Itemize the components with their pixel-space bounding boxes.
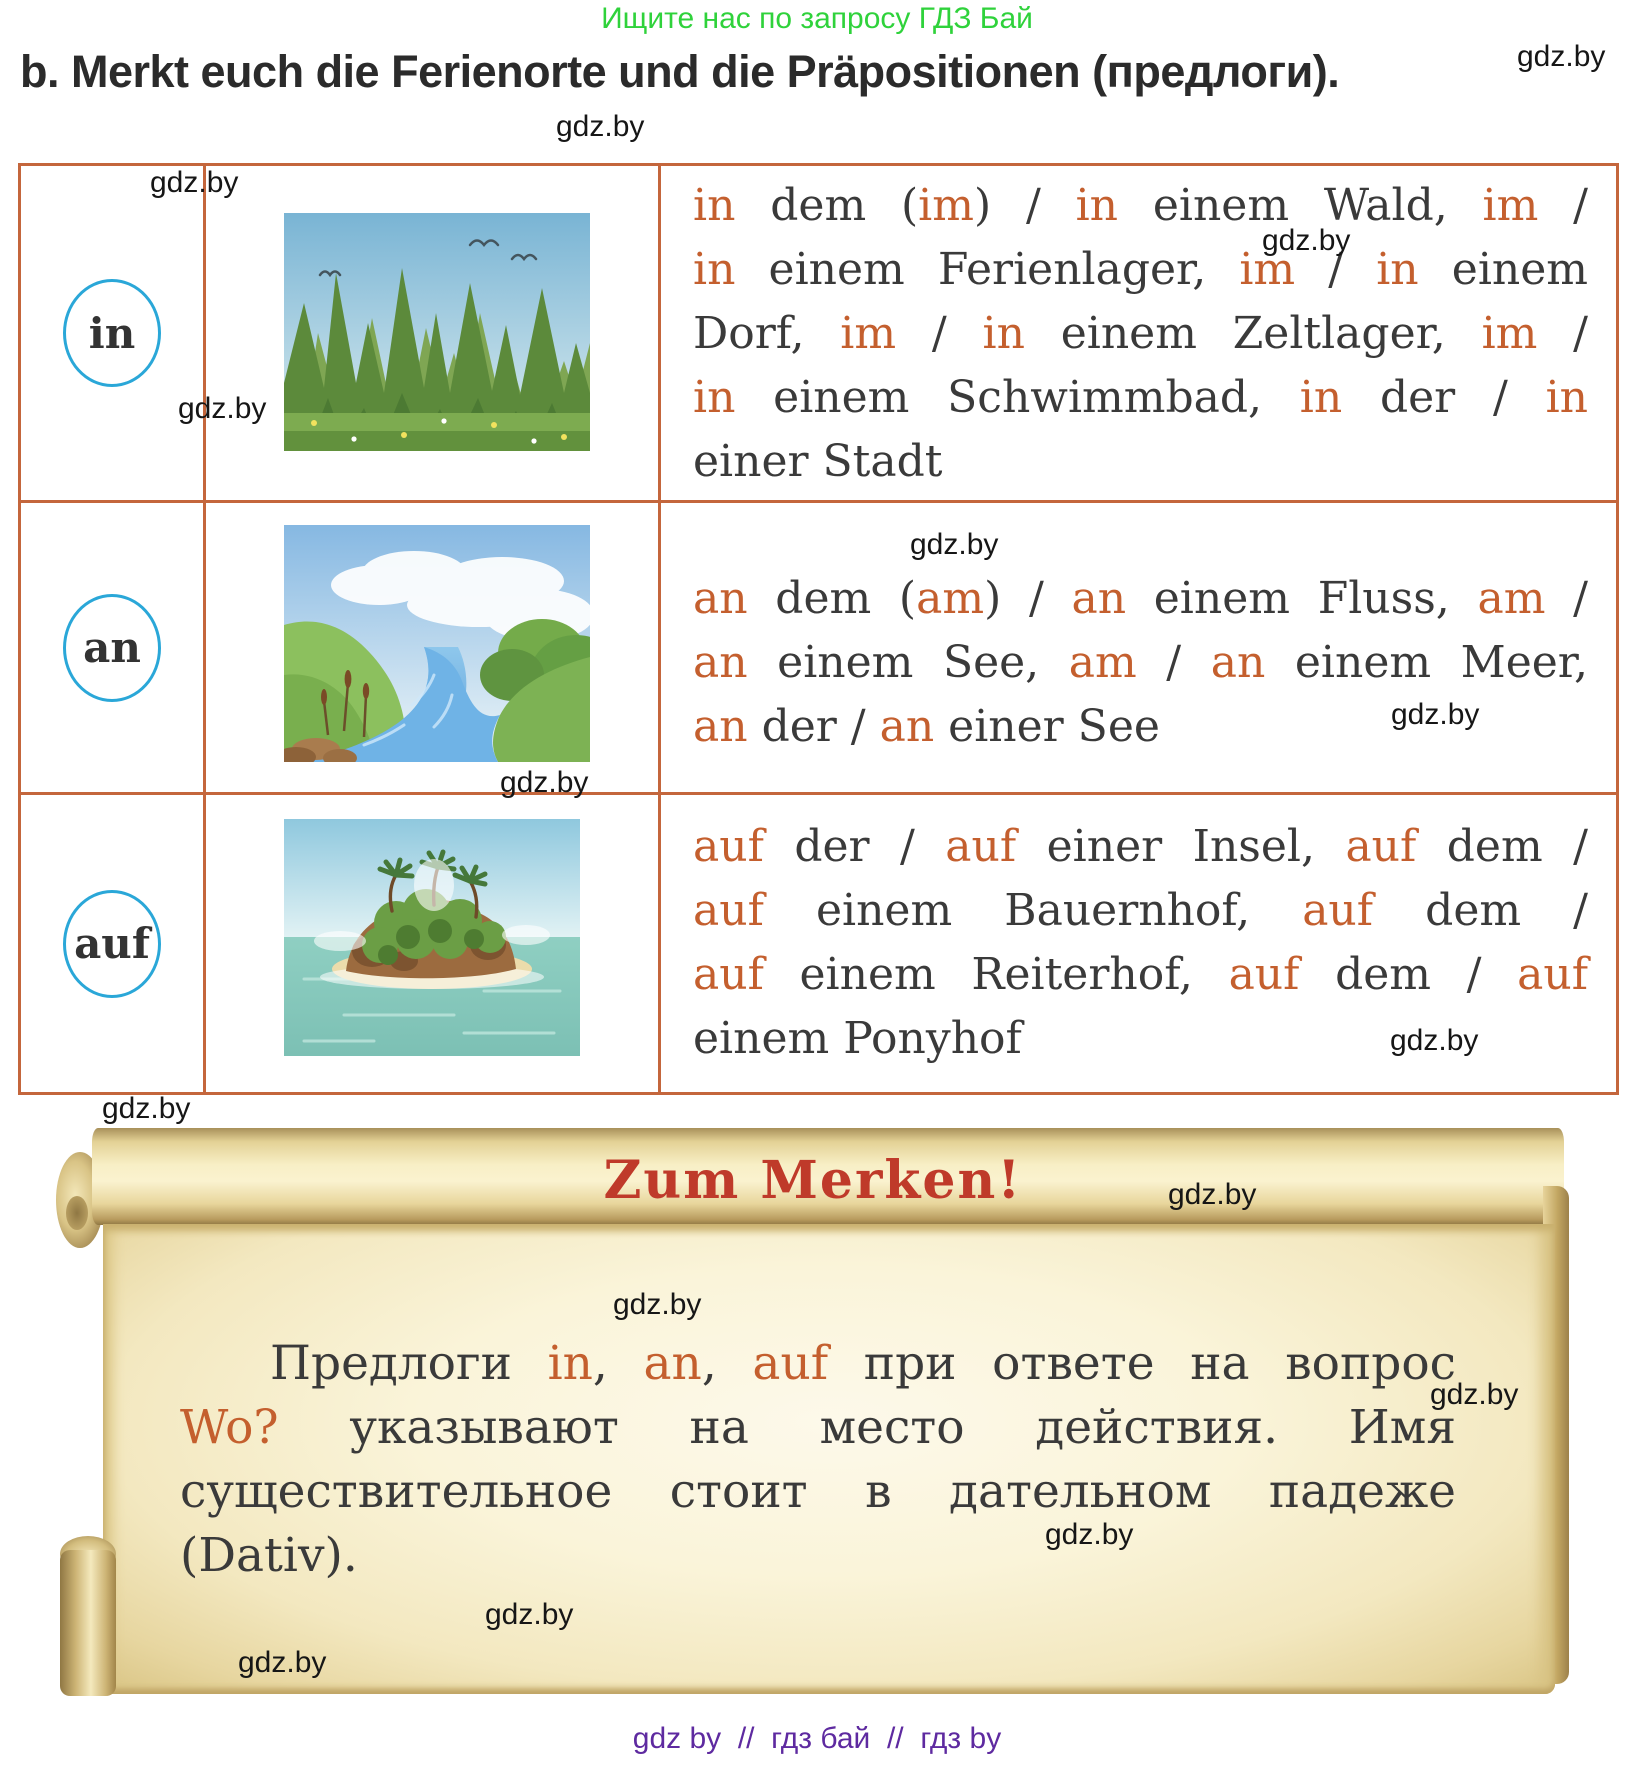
watermark: gdz.by [1045, 1518, 1134, 1551]
preposition-circle-an: an [63, 594, 161, 702]
row-an-label-cell [21, 503, 206, 795]
watermark: gdz.by [1168, 1178, 1257, 1211]
row-in-image-cell [206, 166, 661, 503]
note-text: Предлоги in, an, auf при ответе на вопрос Wo? указывают на место действия. Имя существительное стоит в дательном падеже (Dativ). [180, 1336, 1456, 1583]
watermark: gdz.by [238, 1646, 327, 1679]
watermark: gdz.by [178, 392, 267, 425]
row-in-label-cell [21, 166, 206, 503]
watermark: gdz.by [556, 110, 645, 143]
preposition-circle-auf: auf [63, 890, 161, 998]
watermark: gdz.by [150, 166, 239, 199]
watermark: gdz.by [102, 1092, 191, 1125]
river-illustration [284, 525, 590, 762]
watermark: gdz.by [1517, 40, 1606, 73]
promo-banner-text: Ищите нас по запросу ГДЗ Бай [601, 2, 1033, 35]
row-in-phrases: in dem (im) / in einem Wald, im / in einem Ferienlager, im / in einem Dorf, im / in einem Zeltlager, im / in einem Schwimmbad, in der / in einer Stadt [693, 180, 1589, 487]
row-auf-phrases: auf der / auf einer Insel, auf dem / auf einem Bauernhof, auf dem / auf einem Reiterhof, auf dem / auf einem Ponyhof [693, 821, 1588, 1064]
scroll-left-curl-hole [66, 1196, 88, 1230]
watermark: gdz.by [1262, 224, 1351, 257]
row-auf-label-cell [21, 795, 206, 1092]
footer-links-text: gdz by // гдз бай // гдз by [632, 1722, 1002, 1755]
watermark: gdz.by [1430, 1378, 1519, 1411]
page-title: b. Merkt euch die Ferienorte und die Präpositionen (предлоги). [20, 46, 1340, 97]
row-an-image-cell [206, 503, 661, 795]
preposition-circle-in: in [63, 279, 161, 387]
watermark: gdz.by [500, 766, 589, 799]
watermark: gdz.by [485, 1598, 574, 1631]
prepositions-table [18, 163, 1619, 1095]
watermark: gdz.by [910, 528, 999, 561]
row-an-phrases: an dem (am) / an einem Fluss, am / an einem See, am / an einem Meer, an der / an einer See [693, 573, 1589, 752]
row-an-text-cell [661, 503, 1616, 795]
watermark: gdz.by [613, 1288, 702, 1321]
scroll-bottom-curl [60, 1550, 116, 1696]
note-title: Zum Merken! [603, 1150, 1023, 1211]
watermark: gdz.by [1391, 698, 1480, 731]
row-in-text-cell [661, 166, 1616, 503]
watermark: gdz.by [1390, 1024, 1479, 1057]
forest-illustration [284, 213, 590, 451]
island-illustration [284, 819, 580, 1056]
row-auf-image-cell [206, 795, 661, 1092]
